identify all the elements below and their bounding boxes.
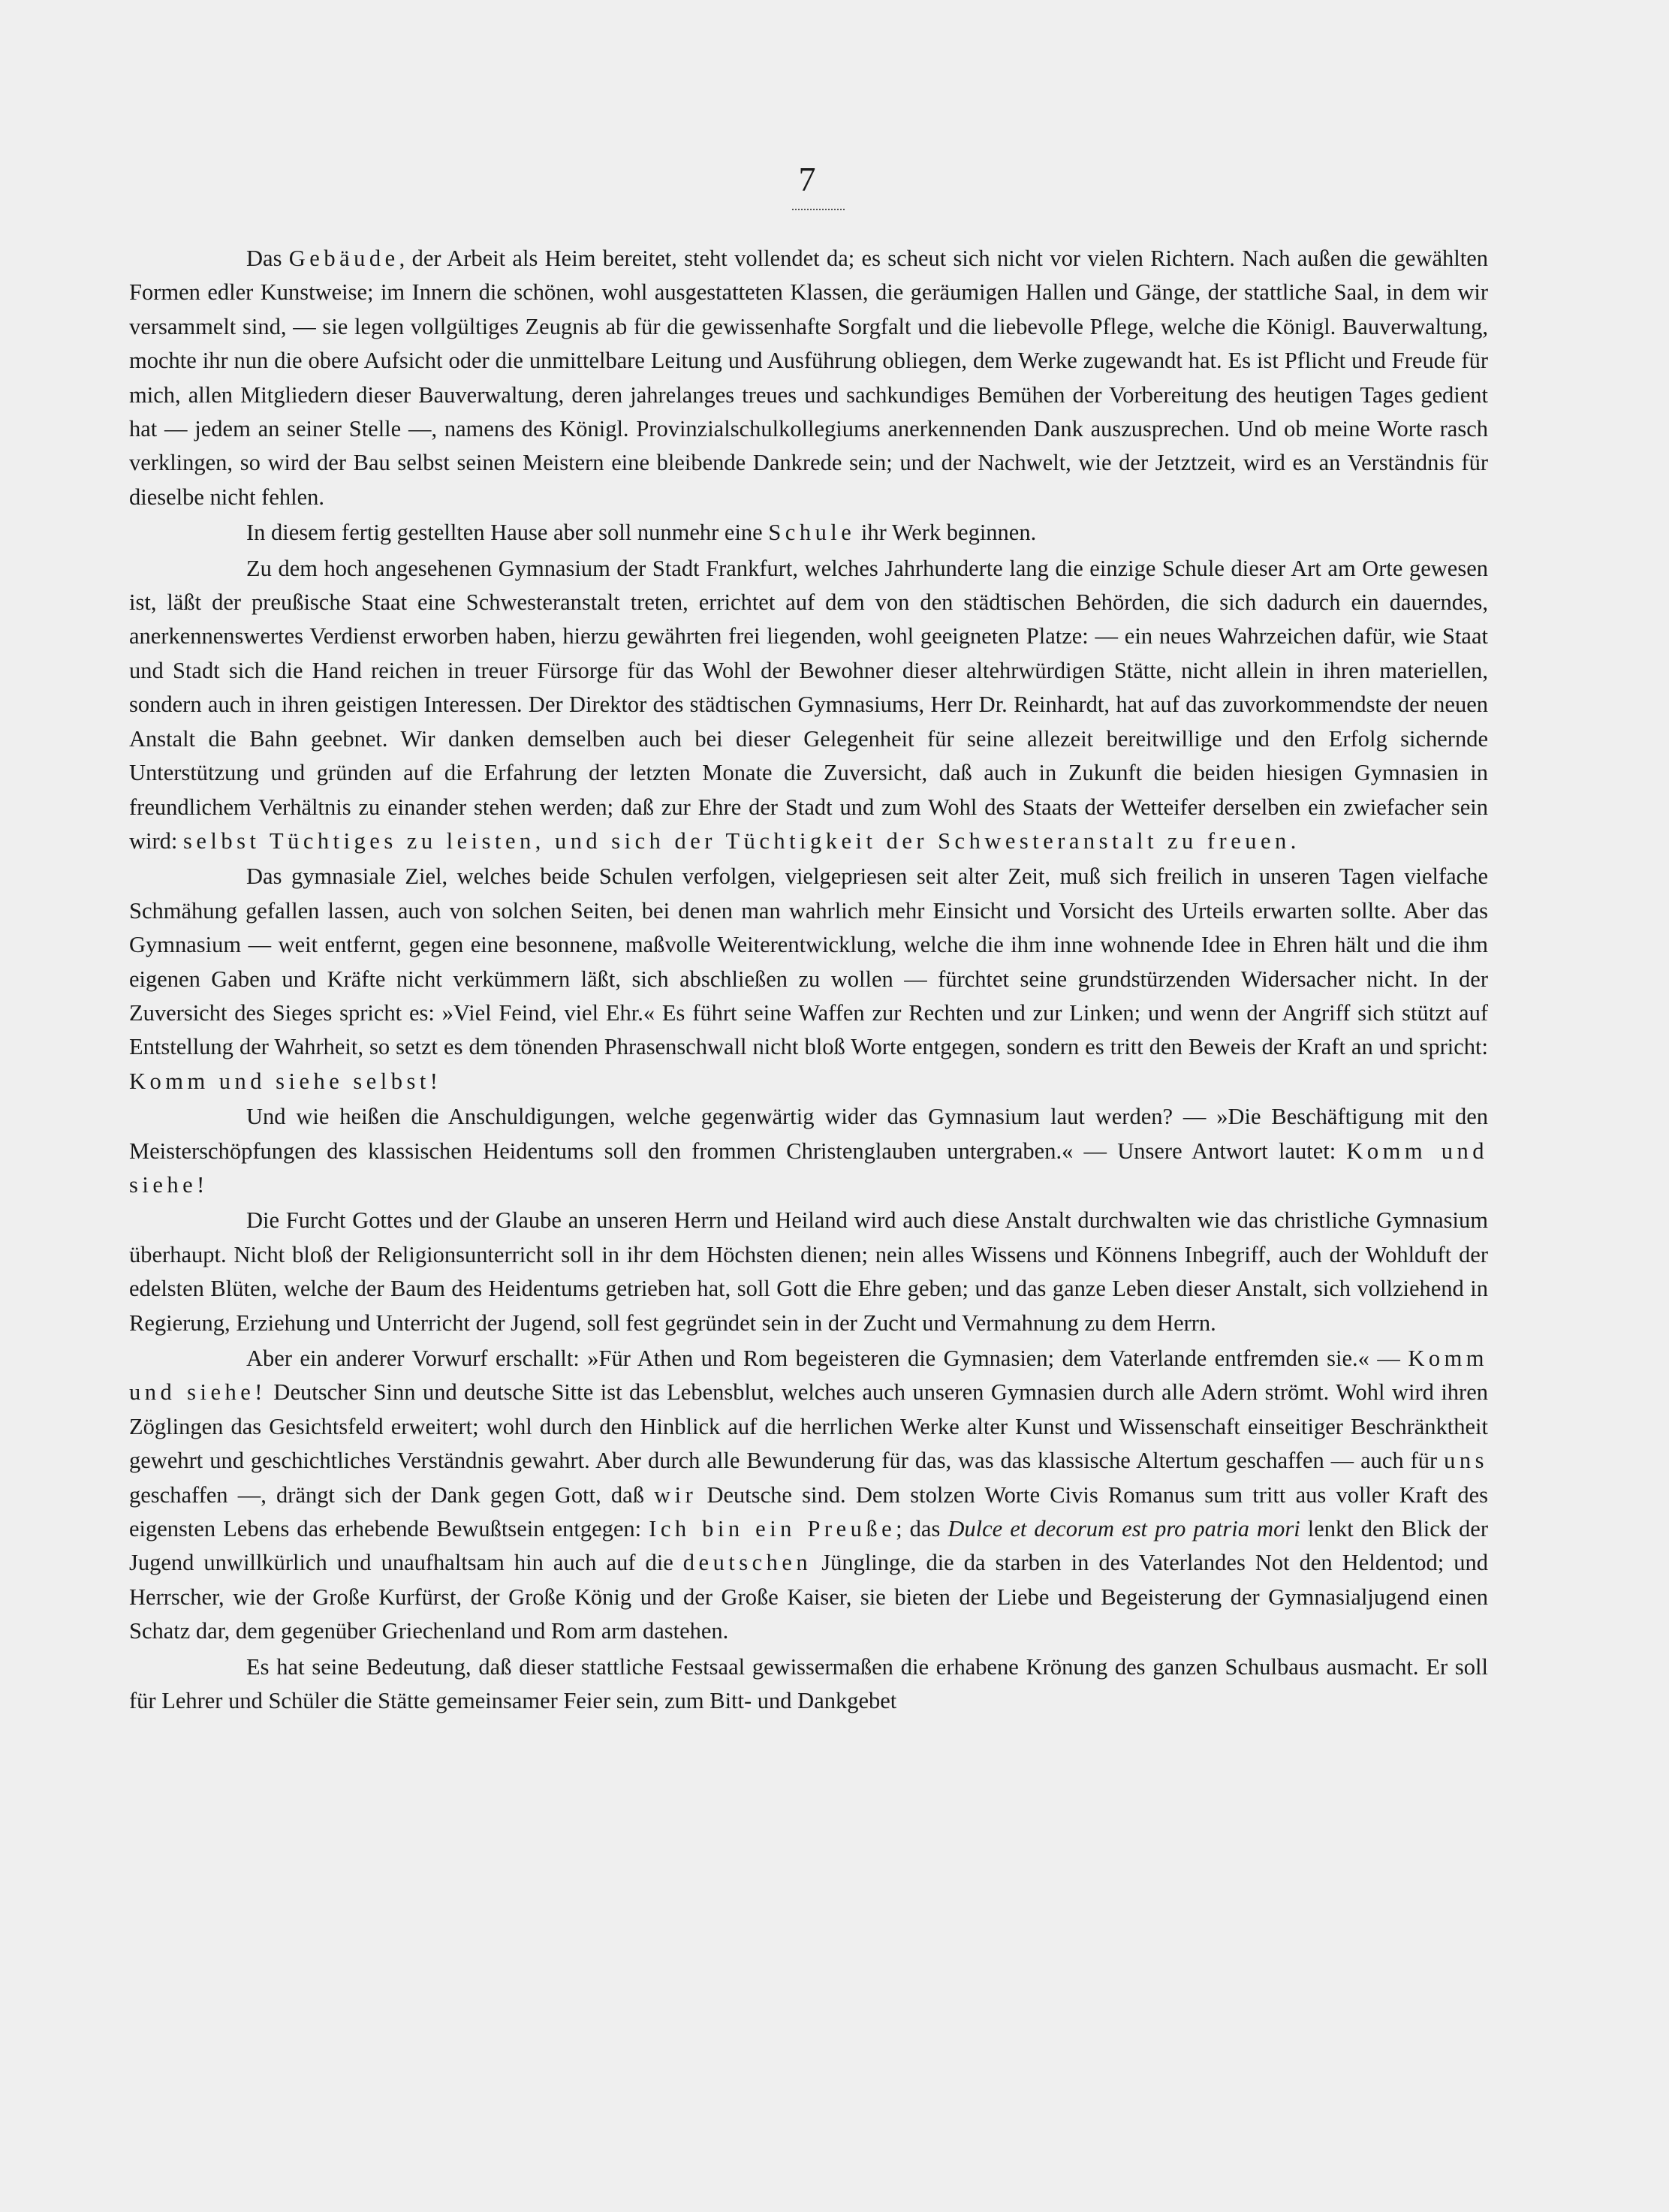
paragraph xyxy=(129,860,1488,1098)
page-number-ornament xyxy=(792,203,845,210)
emphasized-text: Schule xyxy=(768,520,856,546)
italic-text: Dulce et decorum est pro patria mori xyxy=(947,1516,1300,1542)
emphasized-text: Komm und siehe! xyxy=(129,1346,1488,1406)
text-run: Es hat seine Bedeutung, daß dieser stattliche Festsaal gewissermaßen die erhabene Krönung des ganzen Schulbaus ausmacht. Er soll für Lehrer und Schüler die Stätte gemeinsamer Feier sein, zum Bitt- und Dankgebet xyxy=(129,1653,1488,1714)
text-run: ihr Werk beginnen. xyxy=(855,520,1037,546)
paragraph xyxy=(129,516,1488,550)
page-number: 7 xyxy=(798,160,816,198)
emphasized-text: Komm und siehe selbst! xyxy=(129,1068,442,1094)
text-run: . xyxy=(1290,827,1297,854)
emphasized-text: uns xyxy=(1444,1448,1488,1474)
emphasized-text: selbst Tüchtiges zu leisten, und sich der Tüchtigkeit der Schwesteranstalt zu freuen xyxy=(183,827,1291,854)
text-run: , der Arbeit als Heim bereitet, steht vollendet da; es scheut sich nicht vor vielen Richtern. Nach außen die gewählten Formen edler Kunstweise; im Innern die schönen, wohl ausgestatteten Klassen, die geräumigen Hallen und Gänge, der stattliche Saal, in dem wir versammelt sind, — sie legen vollgültiges Zeugnis ab für die gewissenhafte Sorgfalt und die liebevolle Pflege, welche die Königl. Bauverwaltung, mochte ihr nun die obere Aufsicht oder die unmittelbare Leitung und Ausführung obliegen, dem Werke zugewandt hat. Es ist Pflicht und Freude für mich, allen Mitgliedern dieser Bauverwaltung, deren jahrelanges treues und sachkundiges Bemühen der Vorbereitung des heutigen Tages gedient hat — jedem an seiner Stelle —, namens des Königl. Provinzialschulkollegiums anerkennenden Dank auszusprechen. Und ob meine Worte rasch verklingen, so wird der Bau selbst seinen Meistern eine bleibende Dankrede sein; und der Nachwelt, wie der Jetztzeit, wird es an Verständnis für dieselbe nicht fehlen. xyxy=(129,246,1488,510)
emphasized-text: Komm und siehe! xyxy=(129,1138,1488,1198)
emphasized-text: Ich bin ein Preuße xyxy=(649,1516,896,1542)
paragraph xyxy=(129,1342,1488,1649)
body-text xyxy=(129,242,1488,1719)
emphasized-text: wir xyxy=(654,1481,697,1508)
text-run: Das gymnasiale Ziel, welches beide Schulen verfolgen, vielgepriesen seit alter Zeit, muß sich freilich in unseren Tagen vielfache Schmähung gefallen lassen, auch von solchen Seiten, bei denen man wahrlich mehr Einsicht und Vorsicht des Urteils erwarten sollte. Aber das Gymnasium — weit entfernt, gegen eine besonnene, maßvolle Weiterentwicklung, welche die ihm inne wohnende Idee in Ehren hält und die ihm eigenen Gaben und Kräfte nicht verkümmern läßt, sich abschließen zu wollen — fürchtet seine grundstürzenden Widersacher nicht. In der Zuversicht des Sieges spricht es: »Viel Feind, viel Ehr.« Es führt seine Waffen zur Rechten und zur Linken; und wenn der Angriff sich stützt auf Entstellung der Wahrheit, so setzt es dem tönenden Phrasenschwall nicht bloß Worte entgegen, sondern es tritt den Beweis der Kraft an und spricht: xyxy=(129,863,1488,1060)
text-run: Und wie heißen die Anschuldigungen, welche gegenwärtig wider das Gymnasium laut werden? — »Die Beschäftigung mit den Meisterschöpfungen des klassischen Heidentums soll den frommen Christenglauben untergraben.« — Unsere Antwort lautet: xyxy=(129,1104,1488,1164)
paragraph xyxy=(129,1204,1488,1340)
text-run: Das xyxy=(246,246,289,271)
emphasized-text: deutschen xyxy=(682,1550,812,1576)
paragraph xyxy=(129,242,1488,514)
text-run: Zu dem hoch angesehenen Gymnasium der Stadt Frankfurt, welches Jahrhunderte lang die einzige Schule dieser Art am Orte gewesen ist, läßt der preußische Staat eine Schwesteranstalt treten, errichtet auf dem von den städtischen Behörden, die sich dadurch ein dauerndes, anerkennenswertes Verdienst erworben haben, hierzu gewährten frei liegenden, wohl geeigneten Platze: — ein neues Wahrzeichen dafür, wie Staat und Stadt sich die Hand reichen in treuer Fürsorge für das Wohl der Bewohner dieser altehrwürdigen Stätte, nicht allein in ihren materiellen, sondern auch in ihren geistigen Interessen. Der Direktor des städtischen Gymnasiums, Herr Dr. Reinhardt, hat auf das zuvorkommendste der neuen Anstalt die Bahn geebnet. Wir danken demselben auch bei dieser Gelegenheit für seine allezeit bereitwillige und den Erfolg sichernde Unterstützung und gründen auf die Erfahrung der letzten Monate die Zuversicht, daß auch in Zukunft die beiden hiesigen Gymnasien in freundlichem Verhältnis zu einander stehen werden; daß zur Ehre der Stadt und zum Wohl des Staats der Wetteifer derselben ein zwiefacher sein wird: xyxy=(129,555,1488,854)
text-run: Deutsche sind. Dem stolzen Worte Civis Romanus sum tritt aus voller Kraft des eigensten Lebens das erhebende Bewußtsein entgegen: xyxy=(129,1481,1488,1542)
text-run: ; das xyxy=(896,1516,948,1542)
text-run: lenkt den Blick der Jugend unwillkürlich und unaufhaltsam hin auch auf die xyxy=(129,1516,1488,1576)
paragraph xyxy=(129,1100,1488,1202)
text-run: In diesem fertig gestellten Hause aber soll nunmehr eine xyxy=(246,520,769,546)
paragraph xyxy=(129,1650,1488,1719)
text-run: Jünglinge, die da starben in des Vaterlandes Not den Heldentod; und Herrscher, wie der Große Kurfürst, der Große König und der Große Kaiser, sie bieten der Liebe und Begeisterung der Gymnasialjugend einen Schatz dar, dem gegenüber Griechenland und Rom arm dastehen. xyxy=(129,1550,1488,1644)
text-run: Die Furcht Gottes und der Glaube an unseren Herrn und Heiland wird auch diese Anstalt durchwalten wie das christliche Gymnasium überhaupt. Nicht bloß der Religionsunterricht soll in ihr dem Höchsten dienen; nein alles Wissens und Könnens Inbegriff, auch der Wohlduft der edelsten Blüten, welche der Baum des Heidentums getrieben hat, soll Gott die Ehre geben; und das ganze Leben dieser Anstalt, sich vollziehend in Regierung, Erziehung und Unterricht der Jugend, soll fest gegründet sein in der Zucht und Vermahnung zu dem Herrn. xyxy=(129,1207,1488,1336)
text-run: geschaffen —, drängt sich der Dank gegen Gott, daß xyxy=(129,1481,655,1508)
text-run: Deutscher Sinn und deutsche Sitte ist das Lebensblut, welches auch unseren Gymnasien durch alle Adern strömt. Wohl wird ihren Zöglingen das Gesichtsfeld erweitert; wohl durch den Hinblick auf die herrlichen Werke alter Kunst und Wissenschaft einseitiger Beschränktheit gewehrt und geschichtliches Verständnis gewahrt. Aber durch alle Bewunderung für das, was das klassische Altertum geschaffen — auch für xyxy=(129,1379,1488,1474)
text-run: Aber ein anderer Vorwurf erschallt: »Für Athen und Rom begeisteren die Gymnasien; dem Vaterlande entfremden sie.« — xyxy=(246,1346,1408,1371)
emphasized-text: Gebäude xyxy=(288,246,399,271)
paragraph xyxy=(129,552,1488,859)
